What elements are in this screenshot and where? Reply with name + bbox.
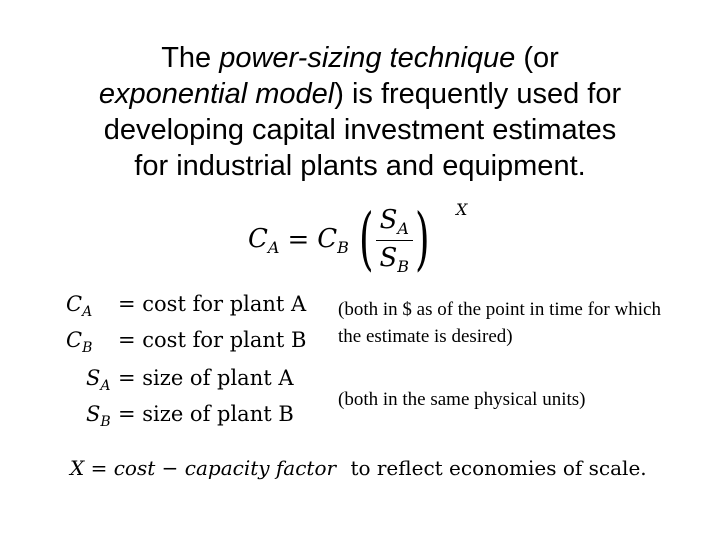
power-sizing-term: power-sizing technique [219, 42, 516, 74]
definition-symbol: $C_B$ [66, 328, 93, 356]
factor-term-cost: cost [113, 456, 156, 480]
right-paren: ) [415, 200, 430, 279]
size-units-note: (both in the same physical units) [338, 389, 586, 410]
definition-row [66, 292, 307, 328]
definition-text: = size of plant B [118, 402, 294, 426]
definition-row [66, 402, 294, 438]
definition-symbol: $C_A$ [66, 292, 93, 320]
power-sizing-formula [248, 200, 468, 280]
formula-equals: = [287, 225, 310, 255]
cost-units-note: (both in $ as of the point in time for which the estimate is desired) [338, 299, 661, 347]
formula-exponent: X [456, 200, 468, 219]
factor-symbol: X [70, 456, 85, 480]
left-paren: ( [358, 200, 374, 279]
fraction-numerator: $S_A$ [376, 205, 413, 241]
definition-row [66, 366, 294, 402]
heading-line-4: for industrial plants and equipment. [134, 150, 586, 182]
cost-capacity-factor-line [70, 456, 647, 480]
factor-explanation: to reflect economies of scale. [350, 456, 647, 480]
heading-line-1: The power-sizing technique (or [161, 42, 559, 74]
formula-lhs: $C_A$ [248, 223, 280, 257]
definition-text: = size of plant A [118, 366, 294, 390]
variable-definitions [66, 292, 307, 438]
definition-row [66, 328, 307, 364]
slide-heading [40, 40, 680, 184]
factor-minus: − [155, 456, 185, 480]
definition-symbol: $S_B$ [86, 402, 111, 430]
exponential-model-term: exponential model [98, 78, 335, 110]
formula-rhs: $C_B$ [317, 223, 349, 257]
definition-text: = cost for plant B [118, 328, 307, 352]
heading-line-2: exponential model) is frequently used for [98, 78, 622, 110]
size-ratio-fraction [375, 205, 413, 276]
heading-line-3: developing capital investment estimates [103, 114, 617, 146]
definition-text: = cost for plant A [118, 292, 307, 316]
factor-equals: = [84, 456, 114, 480]
factor-term-capacity: capacity factor [184, 456, 337, 480]
definition-symbol: $S_A$ [86, 366, 111, 394]
fraction-denominator: $S_B$ [379, 242, 410, 276]
